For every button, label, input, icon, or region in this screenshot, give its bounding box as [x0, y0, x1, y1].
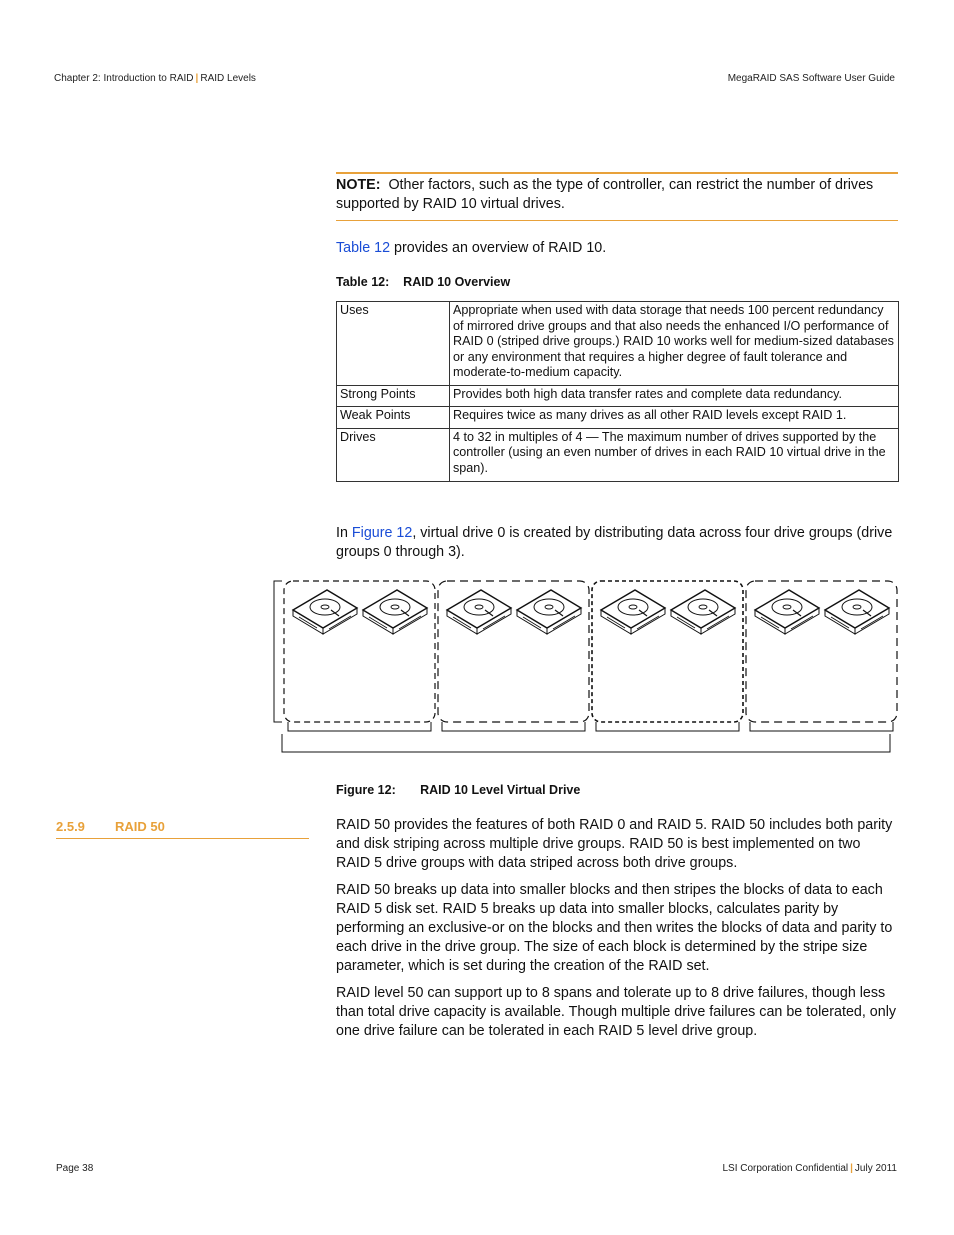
- section-number: 2.5.9: [56, 819, 85, 834]
- mirror-bracket: [288, 722, 431, 731]
- note-label: NOTE:: [336, 177, 381, 193]
- table-intro-text: provides an overview of RAID 10.: [390, 240, 607, 256]
- footer-date: July 2011: [854, 1163, 897, 1174]
- span-bracket: [282, 734, 890, 752]
- table-cell-key: Uses: [337, 302, 450, 386]
- section-title: RAID 50: [115, 819, 165, 834]
- table-cell-key: Weak Points: [337, 407, 450, 429]
- header-guide-title: MegaRAID SAS Software User Guide: [727, 73, 895, 84]
- table-cell-value: Provides both high data transfer rates and complete data redundancy.: [450, 385, 899, 407]
- hard-drive-icon: [447, 590, 511, 634]
- section-rule: [56, 838, 309, 839]
- figure-caption-title: RAID 10 Level Virtual Drive: [420, 783, 581, 797]
- table-row: [337, 407, 899, 429]
- drive-group-1: [438, 581, 589, 731]
- table-caption-title: RAID 10 Overview: [403, 275, 511, 289]
- note-box: [336, 172, 898, 221]
- figure-intro-text: , virtual drive 0 is created by distributing data across four drive groups (drive groups 0 through 3).: [336, 525, 893, 560]
- hard-drive-icon: [363, 590, 427, 634]
- figure-caption-number: Figure 12:: [336, 783, 396, 797]
- section-paragraph: RAID 50 provides the features of both RAID 0 and RAID 5. RAID 50 includes both parity and disk striping across multiple drive groups. RAID 50 is best implemented on two RAID 5 drive groups with data striped across both drive groups.: [336, 817, 893, 871]
- drive-group-0: [284, 581, 435, 731]
- figure-intro: [336, 524, 898, 562]
- header-section: RAID Levels: [200, 73, 256, 84]
- figure-outer-bracket: [274, 581, 282, 722]
- table-cell-key: Strong Points: [337, 385, 450, 407]
- table-row: [337, 385, 899, 407]
- table-caption: [336, 275, 510, 289]
- running-header-left: [54, 73, 256, 84]
- figure-12-link[interactable]: Figure 12: [351, 525, 413, 541]
- mirror-bracket: [750, 722, 893, 731]
- table-cell-value: Requires twice as many drives as all other RAID levels except RAID 1.: [450, 407, 899, 429]
- table-caption-number: Table 12:: [336, 275, 390, 289]
- section-paragraph: RAID 50 breaks up data into smaller blocks and then stripes the blocks of data to each RAID 5 disk set. RAID 5 breaks up data into smaller blocks, calculates parity by performing an exclusive-or on the blocks and then writes the blocks of data and parity to each drive in the drive group. The size of each block is determined by the stripe size parameter, which is set during the creation of the RAID set.: [336, 882, 893, 974]
- mirror-bracket: [442, 722, 585, 731]
- table-row: [337, 428, 899, 482]
- section-paragraph: RAID level 50 can support up to 8 spans and tolerate up to 8 drive failures, though less than total drive capacity is available. Though multiple drive failures can be tolerated, only one drive failure can be tolerated in each RAID 5 level drive group.: [336, 985, 897, 1039]
- table-cell-value: Appropriate when used with data storage that needs 100 percent redundancy of mirrored drive groups and that also needs the enhanced I/O performance of RAID 0 (striped drive groups.) RAID 10 works well for medium-sized databases or any environment that requires a higher degree of fault tolerance and moderate-to-medium capacity.: [450, 302, 899, 386]
- figure-caption: [336, 783, 580, 797]
- hard-drive-icon: [517, 590, 581, 634]
- hard-drive-icon: [755, 590, 819, 634]
- table-cell-value: 4 to 32 in multiples of 4 — The maximum number of drives supported by the controller (using an even number of drives in each RAID 10 virtual drive in the span).: [450, 428, 899, 482]
- raid10-overview-table: [336, 301, 899, 482]
- footer-divider: |: [850, 1163, 853, 1174]
- figure-intro-prefix: In: [336, 525, 352, 541]
- header-divider: |: [195, 73, 199, 84]
- hard-drive-icon: [293, 590, 357, 634]
- table-cell-key: Drives: [337, 428, 450, 482]
- table-intro: [336, 239, 898, 258]
- note-text: Other factors, such as the type of controller, can restrict the number of drives supported by RAID 10 virtual drives.: [336, 177, 874, 212]
- hard-drive-icon: [601, 590, 665, 634]
- header-chapter: Chapter 2: Introduction to RAID: [54, 73, 194, 84]
- raid10-figure: [270, 574, 900, 756]
- hard-drive-icon: [671, 590, 735, 634]
- footer-page: Page 38: [56, 1163, 94, 1174]
- hard-drive-icon: [825, 590, 889, 634]
- table-12-link[interactable]: Table 12: [336, 240, 391, 256]
- drive-group-3: [746, 581, 897, 731]
- footer-company: LSI Corporation Confidential: [722, 1163, 849, 1174]
- mirror-bracket: [596, 722, 739, 731]
- footer-right: [722, 1163, 897, 1174]
- drive-group-2: [592, 581, 743, 731]
- table-row: [337, 302, 899, 386]
